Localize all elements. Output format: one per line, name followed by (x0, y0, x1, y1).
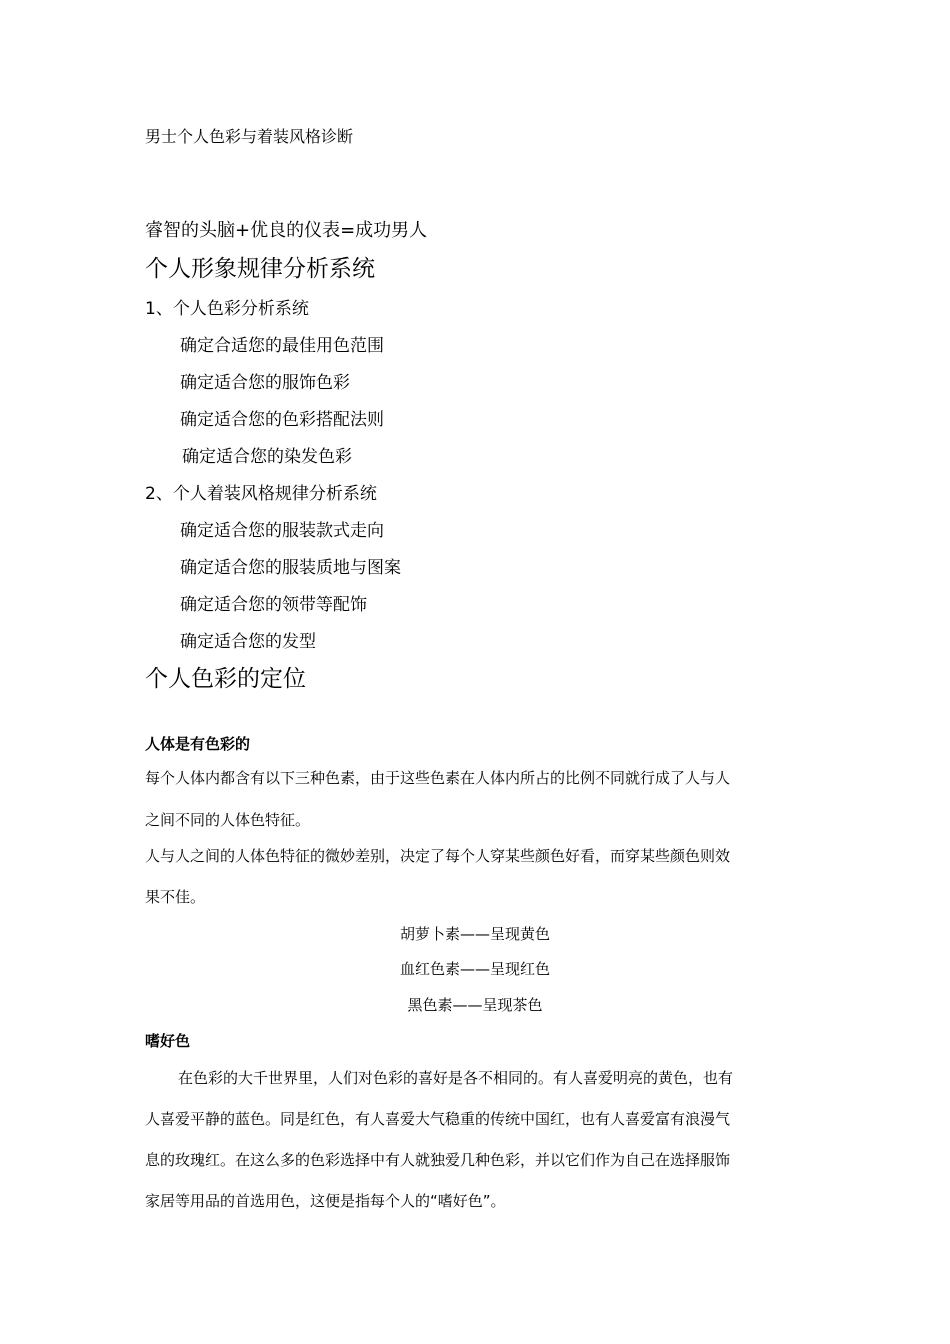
list-subitem: 确定适合您的色彩搭配法则 (180, 410, 384, 430)
paragraph-line: 在色彩的大千世界里，人们对色彩的喜好是各不相同的。有人喜爱明亮的黄色，也有 (178, 1069, 734, 1087)
list-item-style-system: 2、个人着装风格规律分析系统 (145, 484, 377, 504)
pigment-line: 胡萝卜素——呈现黄色 (399, 925, 550, 943)
list-subitem: 确定适合您的服饰色彩 (180, 373, 350, 393)
list-subitem: 确定适合您的服装质地与图案 (180, 558, 401, 578)
paragraph-line: 每个人体内都含有以下三种色素，由于这些色素在人体内所占的比例不同就行成了人与人 (145, 769, 731, 787)
paragraph-line: 息的玫瑰红。在这么多的色彩选择中有人就独爱几种色彩，并以它们作为自己在选择服饰 (145, 1151, 731, 1169)
paragraph-line: 人与人之间的人体色特征的微妙差别，决定了每个人穿某些颜色好看，而穿某些颜色则效 (145, 847, 731, 865)
subheading-body-color: 人体是有色彩的 (145, 735, 251, 753)
subheading-preferred-color: 嗜好色 (145, 1032, 191, 1050)
list-subitem: 确定适合您的领带等配饰 (180, 595, 367, 615)
slogan: 睿智的头脑+优良的仪表=成功男人 (145, 220, 428, 241)
list-item-color-system: 1、个人色彩分析系统 (145, 299, 309, 319)
paragraph-line: 之间不同的人体色特征。 (145, 811, 311, 829)
pigment-line: 黑色素——呈现茶色 (407, 996, 543, 1014)
pigment-line: 血红色素——呈现红色 (399, 960, 550, 978)
section-heading-image-system: 个人形象规律分析系统 (145, 256, 375, 282)
document-title: 男士个人色彩与着装风格诊断 (145, 127, 354, 146)
list-subitem: 确定适合您的服装款式走向 (180, 521, 384, 541)
list-subitem: 确定合适您的最佳用色范围 (180, 336, 384, 356)
paragraph-line: 果不佳。 (145, 888, 206, 906)
list-subitem: 确定适合您的染发色彩 (182, 447, 352, 467)
list-subitem: 确定适合您的发型 (180, 632, 316, 652)
paragraph-line: 家居等用品的首选用色，这便是指每个人的“嗜好色”。 (145, 1192, 506, 1210)
section-heading-color-positioning: 个人色彩的定位 (145, 666, 306, 692)
paragraph-line: 人喜爱平静的蓝色。同是红色，有人喜爱大气稳重的传统中国红，也有人喜爱富有浪漫气 (145, 1110, 731, 1128)
